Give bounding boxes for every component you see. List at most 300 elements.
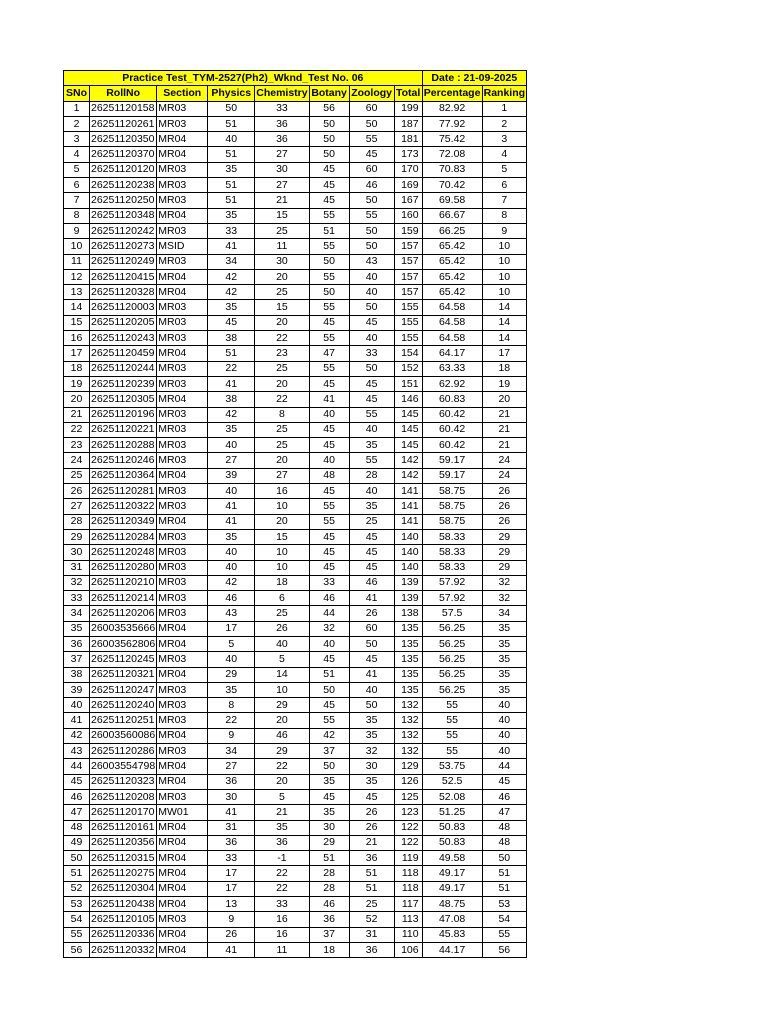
cell-botany: 45 <box>309 529 349 544</box>
cell-physics: 8 <box>208 698 255 713</box>
cell-total: 113 <box>394 912 422 927</box>
table-row <box>64 407 527 422</box>
cell-percentage: 55 <box>422 744 482 759</box>
cell-zoology: 50 <box>349 300 394 315</box>
cell-percentage: 65.42 <box>422 269 482 284</box>
cell-section: MR04 <box>157 881 208 896</box>
cell-sno: 8 <box>64 208 90 223</box>
cell-total: 141 <box>394 514 422 529</box>
cell-ranking: 14 <box>482 315 526 330</box>
cell-rollno: 26251120246 <box>90 453 157 468</box>
cell-total: 155 <box>394 300 422 315</box>
cell-rollno: 26251120250 <box>90 193 157 208</box>
table-row <box>64 147 527 162</box>
cell-total: 159 <box>394 223 422 238</box>
cell-sno: 43 <box>64 744 90 759</box>
cell-physics: 17 <box>208 881 255 896</box>
cell-physics: 42 <box>208 285 255 300</box>
cell-ranking: 29 <box>482 545 526 560</box>
cell-total: 126 <box>394 774 422 789</box>
cell-physics: 41 <box>208 514 255 529</box>
cell-section: MR03 <box>157 529 208 544</box>
cell-rollno: 26003535666 <box>90 621 157 636</box>
table-row <box>64 529 527 544</box>
cell-physics: 34 <box>208 744 255 759</box>
cell-physics: 40 <box>208 560 255 575</box>
table-row <box>64 667 527 682</box>
cell-physics: 51 <box>208 346 255 361</box>
cell-percentage: 53.75 <box>422 759 482 774</box>
table-row <box>64 789 527 804</box>
cell-botany: 28 <box>309 866 349 881</box>
cell-section: MR03 <box>157 698 208 713</box>
cell-ranking: 10 <box>482 285 526 300</box>
cell-total: 106 <box>394 942 422 957</box>
cell-total: 157 <box>394 285 422 300</box>
table-row <box>64 682 527 697</box>
cell-botany: 35 <box>309 774 349 789</box>
cell-botany: 55 <box>309 331 349 346</box>
cell-botany: 50 <box>309 285 349 300</box>
cell-percentage: 64.58 <box>422 300 482 315</box>
cell-chemistry: 22 <box>255 866 309 881</box>
cell-total: 145 <box>394 438 422 453</box>
cell-chemistry: 30 <box>255 254 309 269</box>
cell-sno: 22 <box>64 422 90 437</box>
cell-rollno: 26251120350 <box>90 132 157 147</box>
cell-rollno: 26251120240 <box>90 698 157 713</box>
cell-sno: 31 <box>64 560 90 575</box>
cell-ranking: 7 <box>482 193 526 208</box>
cell-ranking: 20 <box>482 392 526 407</box>
cell-botany: 45 <box>309 560 349 575</box>
cell-sno: 14 <box>64 300 90 315</box>
cell-percentage: 65.42 <box>422 254 482 269</box>
cell-sno: 48 <box>64 820 90 835</box>
cell-section: MR04 <box>157 208 208 223</box>
cell-section: MR04 <box>157 392 208 407</box>
cell-percentage: 69.58 <box>422 193 482 208</box>
cell-ranking: 26 <box>482 484 526 499</box>
cell-percentage: 56.25 <box>422 636 482 651</box>
cell-sno: 33 <box>64 591 90 606</box>
cell-botany: 30 <box>309 820 349 835</box>
cell-percentage: 47.08 <box>422 912 482 927</box>
table-row <box>64 285 527 300</box>
cell-ranking: 26 <box>482 514 526 529</box>
cell-section: MR03 <box>157 575 208 590</box>
cell-percentage: 70.83 <box>422 162 482 177</box>
cell-zoology: 35 <box>349 774 394 789</box>
cell-section: MR04 <box>157 132 208 147</box>
cell-percentage: 57.92 <box>422 575 482 590</box>
cell-percentage: 66.25 <box>422 223 482 238</box>
cell-zoology: 36 <box>349 851 394 866</box>
cell-chemistry: 25 <box>255 606 309 621</box>
cell-botany: 55 <box>309 300 349 315</box>
sheet-date: Date : 21-09-2025 <box>422 71 526 86</box>
cell-physics: 40 <box>208 545 255 560</box>
cell-rollno: 26251120206 <box>90 606 157 621</box>
cell-total: 132 <box>394 713 422 728</box>
cell-rollno: 26251120170 <box>90 805 157 820</box>
cell-physics: 30 <box>208 789 255 804</box>
cell-botany: 45 <box>309 376 349 391</box>
cell-botany: 50 <box>309 147 349 162</box>
cell-botany: 55 <box>309 499 349 514</box>
cell-ranking: 48 <box>482 820 526 835</box>
cell-rollno: 26251120161 <box>90 820 157 835</box>
cell-chemistry: 22 <box>255 759 309 774</box>
table-row <box>64 514 527 529</box>
cell-sno: 12 <box>64 269 90 284</box>
cell-sno: 47 <box>64 805 90 820</box>
column-header-physics: Physics <box>208 86 255 101</box>
cell-total: 145 <box>394 407 422 422</box>
cell-physics: 41 <box>208 239 255 254</box>
cell-physics: 41 <box>208 499 255 514</box>
cell-section: MR04 <box>157 514 208 529</box>
cell-total: 132 <box>394 698 422 713</box>
cell-botany: 35 <box>309 805 349 820</box>
cell-physics: 17 <box>208 866 255 881</box>
cell-physics: 35 <box>208 529 255 544</box>
column-header-total: Total <box>394 86 422 101</box>
cell-sno: 55 <box>64 927 90 942</box>
cell-physics: 51 <box>208 147 255 162</box>
cell-chemistry: 5 <box>255 652 309 667</box>
cell-section: MR03 <box>157 407 208 422</box>
cell-percentage: 56.25 <box>422 652 482 667</box>
table-row <box>64 805 527 820</box>
table-row <box>64 759 527 774</box>
cell-total: 119 <box>394 851 422 866</box>
cell-section: MR03 <box>157 300 208 315</box>
cell-percentage: 50.83 <box>422 835 482 850</box>
cell-botany: 33 <box>309 575 349 590</box>
cell-chemistry: 21 <box>255 193 309 208</box>
table-row <box>64 162 527 177</box>
column-header-botany: Botany <box>309 86 349 101</box>
cell-botany: 37 <box>309 927 349 942</box>
cell-botany: 50 <box>309 254 349 269</box>
cell-rollno: 26251120281 <box>90 484 157 499</box>
cell-percentage: 60.42 <box>422 438 482 453</box>
cell-rollno: 26251120349 <box>90 514 157 529</box>
cell-ranking: 48 <box>482 835 526 850</box>
cell-percentage: 58.75 <box>422 484 482 499</box>
cell-sno: 3 <box>64 132 90 147</box>
cell-total: 122 <box>394 820 422 835</box>
cell-rollno: 26251120273 <box>90 239 157 254</box>
cell-botany: 36 <box>309 912 349 927</box>
cell-ranking: 8 <box>482 208 526 223</box>
cell-total: 118 <box>394 881 422 896</box>
cell-zoology: 43 <box>349 254 394 269</box>
cell-total: 135 <box>394 667 422 682</box>
cell-total: 135 <box>394 621 422 636</box>
cell-ranking: 18 <box>482 361 526 376</box>
column-header-chemistry: Chemistry <box>255 86 309 101</box>
cell-percentage: 52.08 <box>422 789 482 804</box>
cell-sno: 37 <box>64 652 90 667</box>
cell-section: MR04 <box>157 147 208 162</box>
cell-chemistry: 29 <box>255 698 309 713</box>
cell-sno: 25 <box>64 468 90 483</box>
cell-total: 199 <box>394 101 422 116</box>
cell-physics: 40 <box>208 132 255 147</box>
cell-percentage: 60.83 <box>422 392 482 407</box>
cell-sno: 10 <box>64 239 90 254</box>
cell-total: 141 <box>394 499 422 514</box>
cell-percentage: 56.25 <box>422 667 482 682</box>
table-row <box>64 713 527 728</box>
cell-total: 145 <box>394 422 422 437</box>
cell-rollno: 26251120304 <box>90 881 157 896</box>
cell-rollno: 26251120261 <box>90 116 157 131</box>
cell-total: 151 <box>394 376 422 391</box>
cell-section: MW01 <box>157 805 208 820</box>
cell-total: 122 <box>394 835 422 850</box>
cell-rollno: 26251120214 <box>90 591 157 606</box>
cell-chemistry: 22 <box>255 392 309 407</box>
cell-rollno: 26251120105 <box>90 912 157 927</box>
cell-botany: 51 <box>309 667 349 682</box>
cell-total: 117 <box>394 897 422 912</box>
cell-section: MR03 <box>157 682 208 697</box>
table-row <box>64 499 527 514</box>
cell-total: 125 <box>394 789 422 804</box>
cell-zoology: 55 <box>349 453 394 468</box>
cell-sno: 49 <box>64 835 90 850</box>
cell-zoology: 35 <box>349 499 394 514</box>
cell-rollno: 26251120315 <box>90 851 157 866</box>
cell-sno: 5 <box>64 162 90 177</box>
table-row <box>64 545 527 560</box>
cell-physics: 31 <box>208 820 255 835</box>
table-row <box>64 774 527 789</box>
cell-zoology: 41 <box>349 667 394 682</box>
table-row <box>64 208 527 223</box>
cell-rollno: 26251120336 <box>90 927 157 942</box>
cell-sno: 51 <box>64 866 90 881</box>
cell-ranking: 14 <box>482 331 526 346</box>
cell-chemistry: 16 <box>255 927 309 942</box>
cell-chemistry: 6 <box>255 591 309 606</box>
cell-chemistry: 35 <box>255 820 309 835</box>
table-row <box>64 392 527 407</box>
cell-rollno: 26251120003 <box>90 300 157 315</box>
cell-percentage: 77.92 <box>422 116 482 131</box>
cell-chemistry: 22 <box>255 331 309 346</box>
cell-zoology: 45 <box>349 652 394 667</box>
cell-zoology: 30 <box>349 759 394 774</box>
cell-botany: 45 <box>309 193 349 208</box>
cell-section: MR03 <box>157 438 208 453</box>
cell-botany: 45 <box>309 178 349 193</box>
cell-percentage: 50.83 <box>422 820 482 835</box>
cell-sno: 4 <box>64 147 90 162</box>
cell-chemistry: 5 <box>255 789 309 804</box>
cell-chemistry: 14 <box>255 667 309 682</box>
cell-zoology: 45 <box>349 376 394 391</box>
cell-chemistry: 27 <box>255 468 309 483</box>
cell-rollno: 26251120348 <box>90 208 157 223</box>
cell-physics: 33 <box>208 851 255 866</box>
cell-zoology: 21 <box>349 835 394 850</box>
cell-percentage: 48.75 <box>422 897 482 912</box>
cell-ranking: 19 <box>482 376 526 391</box>
cell-percentage: 66.67 <box>422 208 482 223</box>
cell-percentage: 58.33 <box>422 545 482 560</box>
cell-chemistry: 36 <box>255 116 309 131</box>
cell-sno: 50 <box>64 851 90 866</box>
cell-total: 140 <box>394 545 422 560</box>
cell-percentage: 60.42 <box>422 422 482 437</box>
cell-total: 187 <box>394 116 422 131</box>
cell-botany: 46 <box>309 897 349 912</box>
cell-zoology: 60 <box>349 101 394 116</box>
cell-ranking: 10 <box>482 254 526 269</box>
cell-zoology: 35 <box>349 438 394 453</box>
cell-percentage: 82.92 <box>422 101 482 116</box>
cell-rollno: 26251120158 <box>90 101 157 116</box>
cell-physics: 51 <box>208 178 255 193</box>
cell-zoology: 25 <box>349 897 394 912</box>
cell-zoology: 45 <box>349 789 394 804</box>
cell-chemistry: 16 <box>255 484 309 499</box>
cell-ranking: 2 <box>482 116 526 131</box>
cell-percentage: 55 <box>422 698 482 713</box>
cell-section: MR03 <box>157 652 208 667</box>
table-row <box>64 254 527 269</box>
cell-rollno: 26251120208 <box>90 789 157 804</box>
cell-rollno: 26251120328 <box>90 285 157 300</box>
cell-total: 173 <box>394 147 422 162</box>
cell-total: 135 <box>394 652 422 667</box>
cell-sno: 26 <box>64 484 90 499</box>
cell-sno: 34 <box>64 606 90 621</box>
cell-section: MR03 <box>157 361 208 376</box>
cell-rollno: 26251120221 <box>90 422 157 437</box>
table-row <box>64 820 527 835</box>
cell-ranking: 46 <box>482 789 526 804</box>
cell-total: 110 <box>394 927 422 942</box>
cell-zoology: 45 <box>349 560 394 575</box>
cell-total: 157 <box>394 254 422 269</box>
cell-physics: 42 <box>208 269 255 284</box>
table-row <box>64 652 527 667</box>
cell-sno: 39 <box>64 682 90 697</box>
cell-chemistry: 29 <box>255 744 309 759</box>
cell-chemistry: 21 <box>255 805 309 820</box>
cell-rollno: 26251120370 <box>90 147 157 162</box>
cell-zoology: 31 <box>349 927 394 942</box>
cell-section: MR03 <box>157 422 208 437</box>
cell-physics: 41 <box>208 942 255 957</box>
cell-physics: 9 <box>208 728 255 743</box>
cell-section: MR04 <box>157 942 208 957</box>
cell-physics: 35 <box>208 162 255 177</box>
cell-total: 169 <box>394 178 422 193</box>
cell-sno: 9 <box>64 223 90 238</box>
cell-section: MR03 <box>157 606 208 621</box>
cell-zoology: 55 <box>349 407 394 422</box>
cell-sno: 45 <box>64 774 90 789</box>
cell-physics: 36 <box>208 835 255 850</box>
cell-sno: 56 <box>64 942 90 957</box>
cell-section: MR03 <box>157 178 208 193</box>
cell-physics: 50 <box>208 101 255 116</box>
cell-chemistry: 25 <box>255 438 309 453</box>
cell-section: MR04 <box>157 728 208 743</box>
cell-rollno: 26003554798 <box>90 759 157 774</box>
cell-zoology: 40 <box>349 269 394 284</box>
cell-zoology: 26 <box>349 606 394 621</box>
cell-zoology: 40 <box>349 331 394 346</box>
cell-percentage: 64.58 <box>422 331 482 346</box>
cell-percentage: 75.42 <box>422 132 482 147</box>
cell-total: 157 <box>394 269 422 284</box>
cell-percentage: 63.33 <box>422 361 482 376</box>
table-row <box>64 269 527 284</box>
cell-physics: 42 <box>208 575 255 590</box>
cell-chemistry: 23 <box>255 346 309 361</box>
cell-physics: 35 <box>208 422 255 437</box>
cell-section: MR04 <box>157 820 208 835</box>
cell-botany: 55 <box>309 514 349 529</box>
cell-physics: 9 <box>208 912 255 927</box>
cell-section: MR04 <box>157 269 208 284</box>
table-row <box>64 346 527 361</box>
cell-section: MR03 <box>157 162 208 177</box>
cell-botany: 45 <box>309 438 349 453</box>
cell-zoology: 50 <box>349 239 394 254</box>
cell-percentage: 49.17 <box>422 881 482 896</box>
cell-section: MR03 <box>157 713 208 728</box>
cell-ranking: 6 <box>482 178 526 193</box>
cell-total: 138 <box>394 606 422 621</box>
table-row <box>64 591 527 606</box>
cell-zoology: 50 <box>349 223 394 238</box>
cell-botany: 37 <box>309 744 349 759</box>
cell-botany: 56 <box>309 101 349 116</box>
cell-percentage: 55 <box>422 728 482 743</box>
cell-section: MR03 <box>157 545 208 560</box>
cell-section: MR04 <box>157 468 208 483</box>
cell-ranking: 35 <box>482 682 526 697</box>
cell-zoology: 50 <box>349 636 394 651</box>
cell-chemistry: 20 <box>255 514 309 529</box>
cell-chemistry: 25 <box>255 422 309 437</box>
cell-section: MR03 <box>157 744 208 759</box>
table-row <box>64 835 527 850</box>
cell-rollno: 26251120305 <box>90 392 157 407</box>
cell-total: 139 <box>394 575 422 590</box>
cell-total: 155 <box>394 331 422 346</box>
cell-botany: 45 <box>309 545 349 560</box>
cell-botany: 45 <box>309 162 349 177</box>
table-row <box>64 193 527 208</box>
cell-botany: 55 <box>309 269 349 284</box>
cell-zoology: 55 <box>349 132 394 147</box>
cell-sno: 36 <box>64 636 90 651</box>
table-row <box>64 942 527 957</box>
table-row <box>64 239 527 254</box>
cell-rollno: 26251120356 <box>90 835 157 850</box>
cell-rollno: 26251120459 <box>90 346 157 361</box>
cell-sno: 44 <box>64 759 90 774</box>
